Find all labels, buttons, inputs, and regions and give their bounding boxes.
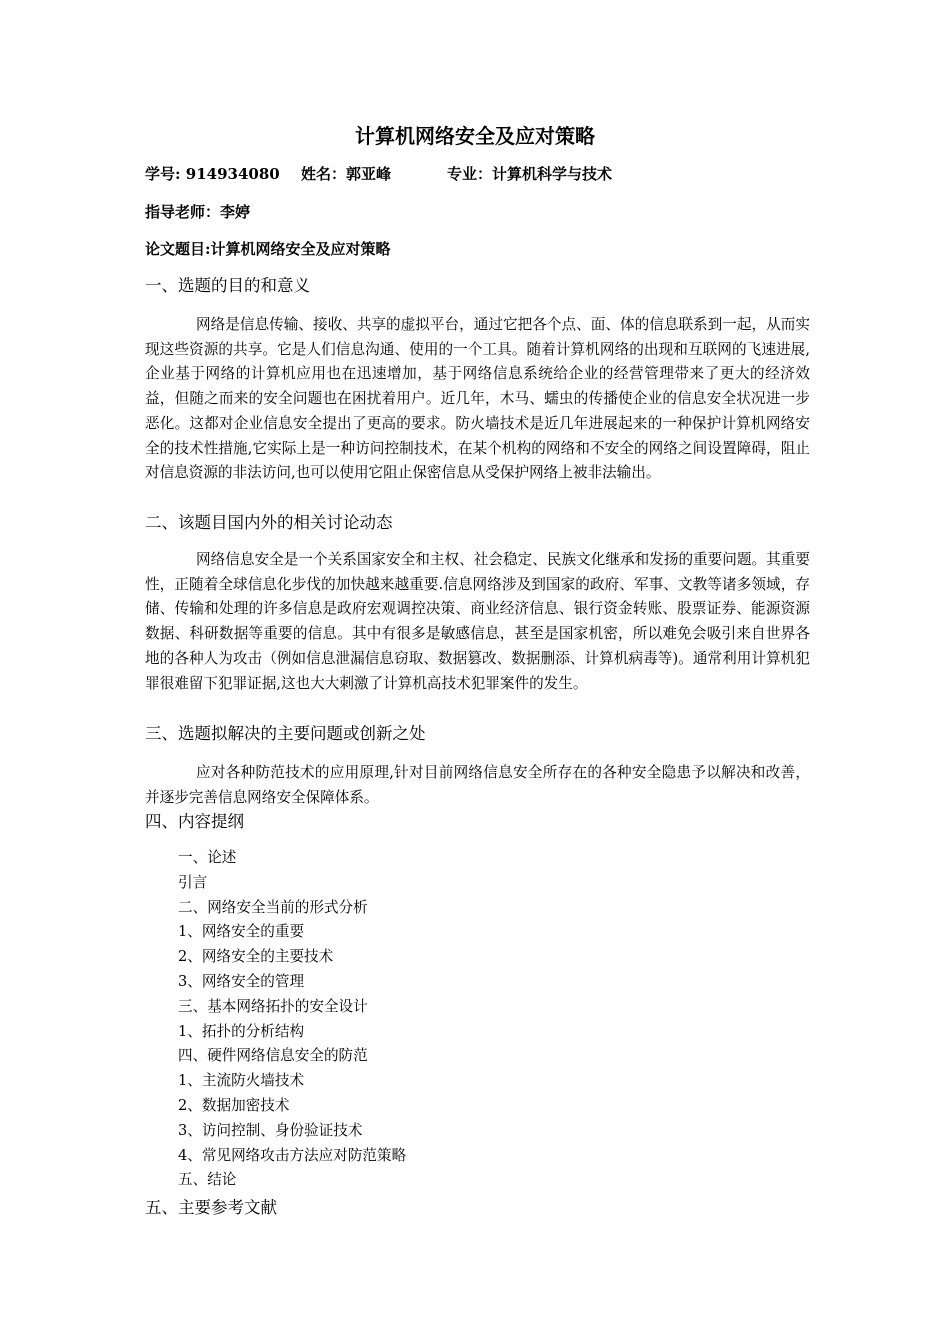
student-major: 专业：计算机科学与技术 (447, 165, 613, 183)
advisor-line: 指导老师：李婷 (145, 203, 251, 221)
outline-item: 四、硬件网络信息安全的防范 (178, 1047, 368, 1065)
outline-item: 一、论述 (178, 849, 237, 866)
thesis-title-line: 论文题目:计算机网络安全及应对策略 (145, 240, 391, 258)
outline-item: 1、拓扑的分析结构 (178, 1022, 305, 1040)
content-outline (178, 846, 578, 1193)
outline-item: 引言 (178, 873, 208, 891)
outline-item: 二、网络安全当前的形式分析 (178, 898, 368, 916)
outline-item: 4、常见网络攻击方法应对防范策略 (178, 1146, 407, 1164)
outline-item: 1、网络安全的重要 (178, 923, 305, 941)
section-body-1: 网络是信息传输、接收、共享的虚拟平台，通过它把各个点、面、体的信息联系到一起，从而实现这些资源的共享。它是人们信息沟通、使用的一个工具。随着计算机网络的出现和互联网的飞速进展,企业基于网络的计算机应用也在迅速增加，基于网络信息系统给企业的经营管理带来了更大的经济效益，但随之而来的安全问题也在困扰着用户。近几年，木马、蠕虫的传播使企业的信息安全状况进一步恶化。这都对企业信息安全提出了更高的要求。防火墙技术是近几年进展起来的一种保护计算机网络安全的技术性措施,它实际上是一种访问控制技术，在某个机构的网络和不安全的网络之间设置障碍，阻止对信息资源的非法访问,也可以使用它阻止保密信息从受保护网络上被非法输出。 (145, 316, 810, 482)
outline-item: 五、结论 (178, 1171, 237, 1189)
student-name: 姓名：郭亚峰 (301, 165, 392, 183)
section-body-3: 应对各种防范技术的应用原理,针对目前网络信息安全所存在的各种安全隐患予以解决和改善，并逐步完善信息网络安全保障体系。 (145, 764, 810, 806)
section-body-2: 网络信息安全是一个关系国家安全和主权、社会稳定、民族文化继承和发扬的重要问题。其重要性，正随着全球信息化步伐的加快越来越重要.信息网络涉及到国家的政府、军事、文教等诸多领域，存储、传输和处理的许多信息是政府宏观调控决策、商业经济信息、银行资金转账、股票证券、能源资源数据、科研数据等重要的信息。其中有很多是敏感信息，甚至是国家机密，所以难免会吸引来自世界各地的各种人为攻击（例如信息泄漏信息窃取、数据篡改、数据删添、计算机病毒等)。通常利用计算机犯罪很难留下犯罪证据,这也大大刺激了计算机高技术犯罪案件的发生。 (145, 551, 810, 692)
section-heading-5: 五、主要参考文献 (145, 1198, 277, 1217)
student-id: 学号: 914934080 (145, 165, 280, 183)
outline-item: 三、基本网络拓扑的安全设计 (178, 997, 368, 1015)
section-heading-3: 三、选题拟解决的主要问题或创新之处 (145, 724, 426, 743)
outline-item: 3、网络安全的管理 (178, 972, 305, 990)
section-heading-4: 四、内容提纲 (145, 812, 244, 831)
document-title: 计算机网络安全及应对策略 (355, 124, 595, 148)
section-heading-2: 二、该题目国内外的相关讨论动态 (145, 513, 393, 532)
outline-item: 1、主流防火墙技术 (178, 1072, 305, 1090)
outline-item: 2、网络安全的主要技术 (178, 948, 334, 966)
student-info-line (145, 162, 612, 186)
section-heading-1: 一、选题的目的和意义 (145, 276, 310, 295)
outline-item: 2、数据加密技术 (178, 1096, 290, 1114)
outline-item: 3、访问控制、身份验证技术 (178, 1121, 363, 1139)
